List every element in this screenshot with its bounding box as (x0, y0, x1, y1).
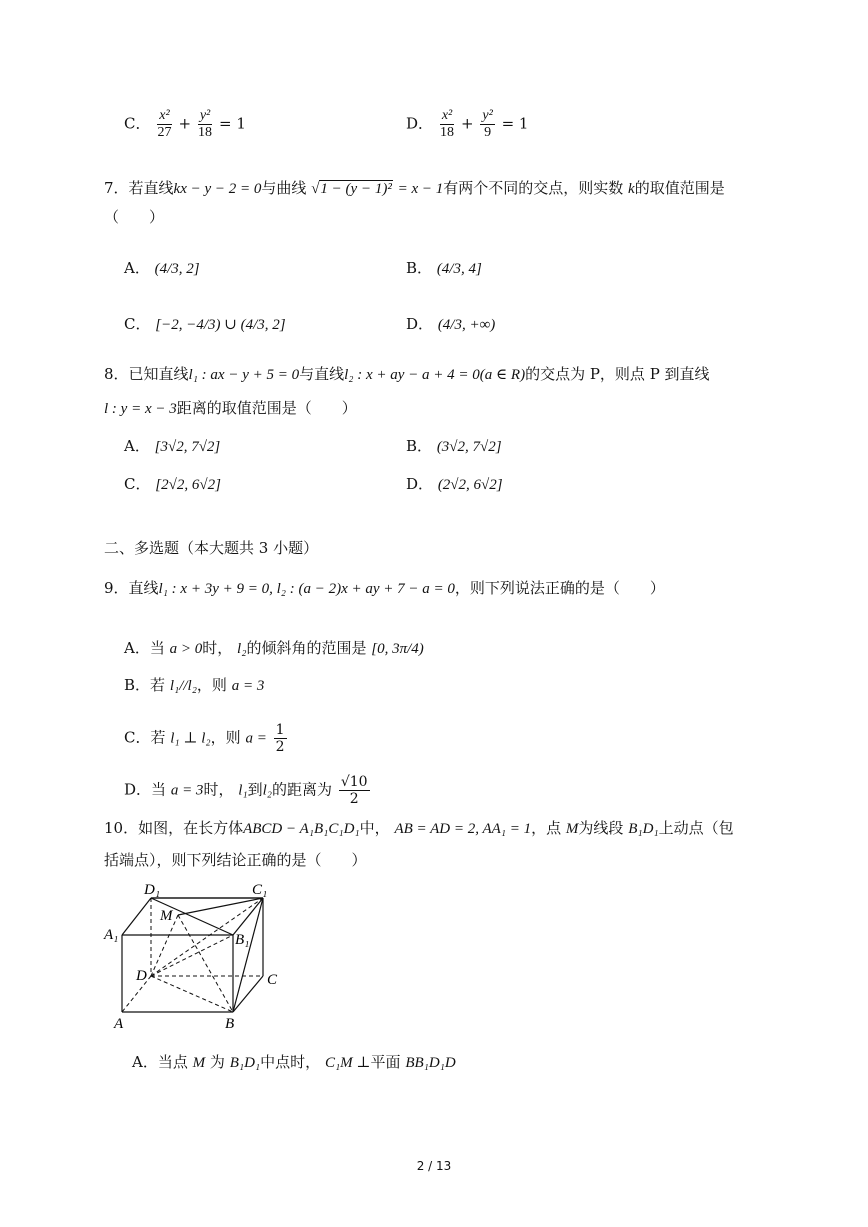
line-l2: l₂ : x + ay − a + 4 = 0(a ∈ R) (344, 367, 526, 383)
q7-option-b (406, 258, 482, 279)
option-label: A． (124, 259, 150, 277)
q8-option-b (406, 436, 502, 457)
line-label: l₁ (238, 782, 248, 799)
variable-k: k (628, 181, 635, 197)
q7-option-c (124, 314, 286, 335)
stem-text: ，则 (210, 728, 241, 747)
label-a1: A₁ (104, 927, 119, 943)
question-number: 8．已知直线 (104, 365, 189, 383)
fraction-denominator: 9 (484, 125, 492, 140)
option-label: C． (124, 114, 151, 133)
stem-text: 到 (247, 780, 263, 799)
option-label: D． (406, 114, 434, 133)
stem-text: 时， (202, 639, 233, 657)
equation-rhs: = 1 (219, 114, 246, 133)
option-label: B． (406, 259, 433, 277)
label-b: B (225, 1016, 235, 1032)
question-number: 9．直线 (104, 579, 159, 597)
condition: a > 0 (169, 641, 203, 657)
q9-option-c (124, 722, 289, 755)
label-m: M (160, 908, 173, 924)
stem-text: 中， (359, 819, 390, 837)
stem-text: 为 (209, 1053, 225, 1071)
lines-equations: l₁ : x + 3y + 9 = 0, l₂ : (a − 2)x + ay + 7 − a = 0 (158, 581, 455, 597)
q7-option-d (406, 314, 495, 335)
option-label: B．若 (124, 676, 166, 694)
stem-text: 有两个不同的交点，则实数 (443, 179, 624, 197)
option-value: [−2, −4/3) ∪ (4/3, 2] (155, 317, 286, 333)
label-a: A (114, 1016, 124, 1032)
given-lengths: AB = AD = 2, AA₁ = 1 (394, 821, 532, 837)
hidden-segment-d-b1 (151, 935, 233, 976)
perpendicular-relation: C₁M ⊥ (324, 1055, 371, 1071)
fraction-numerator: y² (482, 108, 493, 123)
stem-text: 中点时， (260, 1053, 321, 1071)
option-value: [3√2, 7√2] (154, 439, 221, 455)
option-label: C．若 (124, 728, 166, 747)
q9-option-b (124, 675, 264, 696)
stem-text: ，则下列说法正确的是（ ） (454, 579, 665, 597)
label-d1: D₁ (144, 882, 161, 898)
fraction-numerator: x² (441, 108, 453, 123)
angle-range: [0, 3π/4) (371, 641, 424, 657)
option-label: C． (124, 315, 151, 333)
option-label: D． (406, 315, 434, 333)
option-label: D． (406, 475, 434, 493)
stem-text: 为线段 (578, 819, 624, 837)
value-lhs: a = (245, 730, 267, 747)
fraction-denominator: 27 (157, 125, 172, 140)
stem-text: 的距离为 (272, 780, 333, 799)
fraction-denominator: 18 (198, 125, 213, 140)
stem-text: 的倾斜角的范围是 (246, 639, 367, 657)
q7-stem: 7．若直线kx − y − 2 = 0与曲线 √1 − (y − 1)² = x − 1有两个不同的交点，则实数 k的取值范围是 (104, 179, 725, 197)
fraction-numerator: √10 (340, 774, 368, 790)
option-label: A． (124, 437, 150, 455)
equation-rhs: = 1 (501, 114, 529, 133)
curve-rhs: = x − 1 (397, 181, 444, 197)
fraction-numerator: x² (159, 108, 170, 123)
fraction-denominator: 2 (275, 739, 285, 755)
q6-option-d (406, 108, 528, 141)
cuboid-figure (100, 878, 290, 1038)
q8-option-a (124, 436, 220, 457)
stem-text: 与直线 (299, 365, 345, 383)
section-title: 二、多选题（本大题共 3 小题） (104, 539, 319, 557)
stem-text: 的交点为 P，则点 P 到直线 (525, 365, 710, 383)
question-number: 7．若直线 (104, 179, 174, 197)
value: a = 3 (231, 678, 265, 694)
question-number: 10．如图，在长方体 (104, 819, 244, 837)
line-l: l : y = x − 3 (104, 401, 177, 417)
option-label: A．当 (124, 639, 165, 657)
option-value: (3√2, 7√2] (436, 439, 502, 455)
stem-text: 与曲线 (261, 179, 307, 197)
q9-option-d (124, 774, 372, 807)
stem-text: 时， (203, 780, 234, 799)
q10-option-a (132, 1052, 456, 1073)
line-equation: kx − y − 2 = 0 (173, 181, 262, 197)
segment: B₁D₁ (229, 1055, 261, 1071)
label-c1: C₁ (252, 882, 268, 898)
label-b1: B₁ (235, 932, 250, 948)
point-m: M (192, 1055, 206, 1071)
fraction-denominator: 18 (440, 125, 455, 140)
point-m: M (565, 821, 579, 837)
stem-text: 的取值范围是 (634, 179, 725, 197)
option-value: (4/3, +∞) (437, 317, 496, 333)
segment: B₁D₁ (628, 821, 659, 837)
q7-option-a (124, 258, 200, 279)
option-value: [2√2, 6√2] (155, 477, 221, 493)
option-label: B． (406, 437, 433, 455)
option-label: A．当点 (132, 1053, 188, 1071)
q9-stem (104, 578, 665, 599)
q6-option-c (124, 108, 246, 141)
plane-name: BB₁D₁D (405, 1055, 456, 1071)
solid-name: ABCD − A₁B₁C₁D₁ (243, 821, 360, 837)
stem-text: ，则 (196, 676, 227, 694)
option-value: (4/3, 2] (154, 261, 200, 277)
q8-stem-line2 (104, 398, 357, 419)
line-label: l₂ (262, 782, 273, 799)
stem-text: 上动点（包 (658, 819, 734, 837)
option-label: C． (124, 475, 151, 493)
label-c: C (267, 972, 278, 988)
option-label: D．当 (124, 780, 167, 799)
plus-sign: + (461, 114, 474, 133)
q10-stem (104, 818, 734, 839)
line-label: l₂ (237, 641, 247, 657)
q8-option-c (124, 474, 221, 495)
condition: l₁ ⊥ l₂ (170, 730, 211, 747)
curve-radicand: 1 − (y − 1)² (320, 181, 392, 197)
stem-text: 距离的取值范围是（ ） (176, 399, 357, 417)
plus-sign: + (178, 114, 192, 133)
q9-option-a (124, 638, 424, 659)
label-d: D (136, 968, 147, 984)
q8-stem (104, 364, 710, 385)
hidden-segment-d-b (151, 976, 233, 1012)
condition: a = 3 (170, 782, 204, 799)
stem-text: 平面 (370, 1053, 401, 1071)
fraction-numerator: 1 (275, 722, 285, 738)
answer-paren: （ ） (104, 208, 165, 226)
fraction-denominator: 2 (349, 791, 359, 807)
option-value: (2√2, 6√2] (437, 477, 503, 493)
hidden-segment-m-b (178, 915, 233, 1012)
condition: l₁//l₂ (169, 678, 197, 694)
stem-text: ，点 (531, 819, 562, 837)
edge-d1-a1 (122, 898, 151, 935)
option-value: (4/3, 4] (436, 261, 482, 277)
q8-option-d (406, 474, 503, 495)
fraction-numerator: y² (199, 108, 211, 123)
page-number: 2 / 13 (416, 1159, 452, 1173)
line-l1: l₁ : ax − y + 5 = 0 (188, 367, 300, 383)
q10-stem-line2: 括端点），则下列结论正确的是（ ） (104, 851, 367, 869)
